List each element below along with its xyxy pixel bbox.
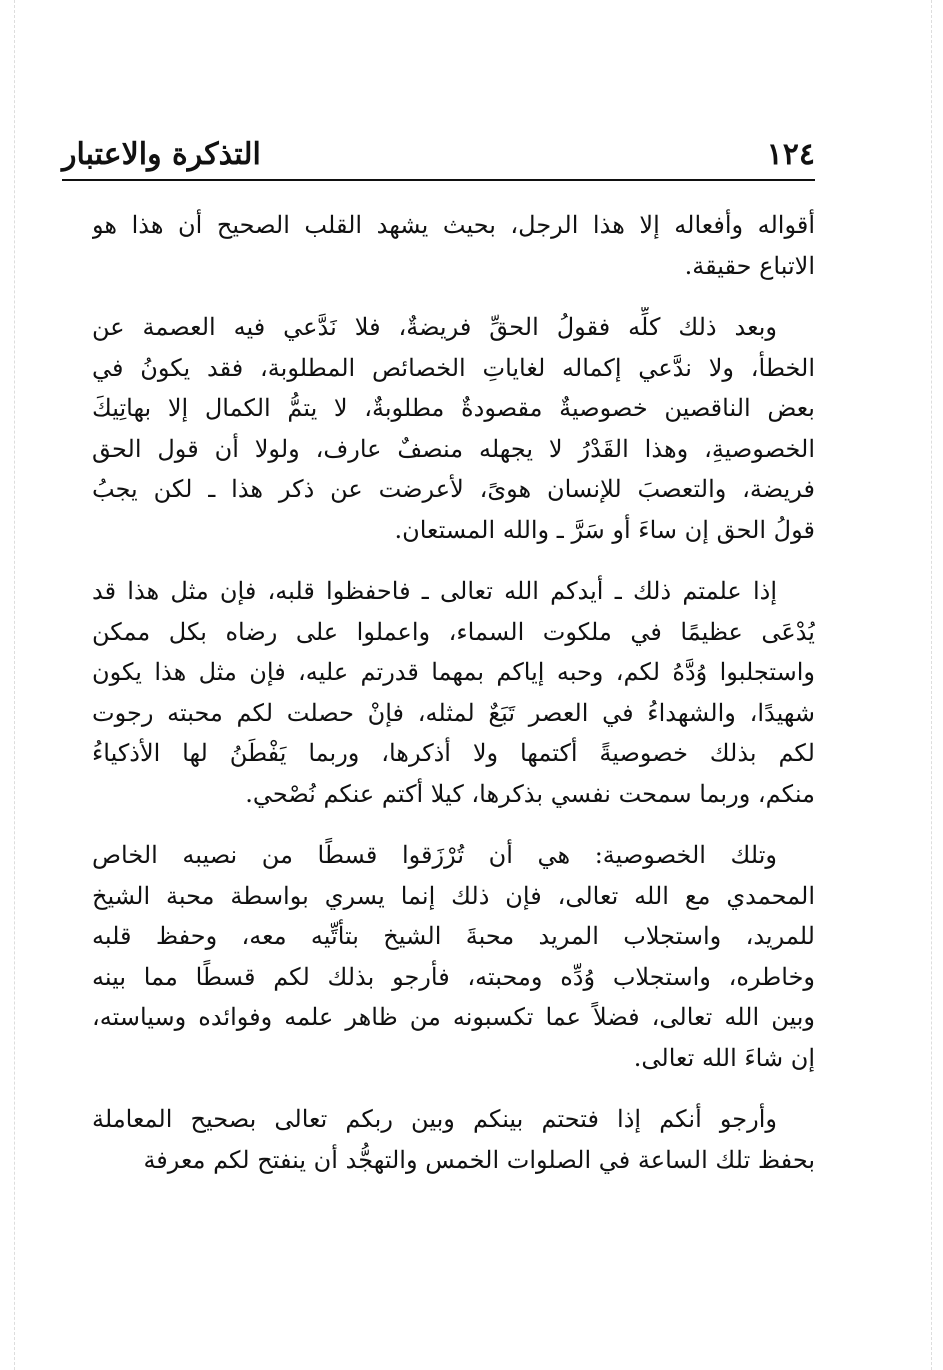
scan-edge-right [931, 0, 933, 1370]
text-line: إن شاءَ الله تعالى. [633, 1043, 815, 1072]
text-line: الاتباع حقيقة. [684, 251, 815, 280]
paragraph [92, 307, 815, 550]
text-line: أقواله وأفعاله إلا هذا الرجل، بحيث يشهد القلب الصحيح أن هذا هو [92, 211, 815, 239]
text-line: المحمدي مع الله تعالى، فإن ذلك إنما يسري بواسطة محبة الشيخ [92, 881, 815, 910]
text-line: الخطأ، ولا ندَّعي إكماله لغاياتِ الخصائص المطلوبة، فقد يكونُ في [92, 353, 815, 382]
text-line: يُدْعَى عظيمًا في ملكوت السماء، واعملوا على رضاه بكل ممكن [92, 617, 815, 646]
text-line: لكم بذلك خصوصيةً أكتمها ولا أذكرها، وربما يَفْطَنُ لها الأذكياءُ [92, 739, 815, 767]
text-line: إذا علمتم ذلك ـ أيدكم الله تعالى ـ فاحفظوا قلبه، فإن مثل هذا قد [92, 577, 777, 605]
text-line: وأرجو أنكم إذا فتحتم بينكم وبين ربكم تعالى بصحيح المعاملة [92, 1105, 777, 1133]
text-line: وخاطره، واستجلاب وُدِّه ومحبته، فأرجو بذلك لكم قسطًا مما بينه [92, 962, 815, 991]
page-number: ١٢٤ [766, 137, 815, 172]
text-line: فريضة، والتعصبَ للإنسان هوىً، لأعرضت عن ذكر هذا ـ لكن يجبُ [92, 475, 815, 503]
text-line: شهيدًا، والشهداءُ في العصر تَبَعٌ لمثله، فإنْ حصلت لكم محبته رجوت [92, 698, 815, 727]
page-header [62, 136, 815, 178]
text-line: للمريد، واستجلاب المريد محبةَ الشيخ بتأتِّيه معه، وحفظ قلبه [92, 922, 815, 950]
paragraph [92, 835, 815, 1078]
paragraph [92, 571, 815, 814]
text-line: منكم، وربما سمحت نفسي بذكرها، كيلا أكتم عنكم نُصْحي. [245, 779, 815, 808]
text-line: وبين الله تعالى، فضلاً عما تكسبونه من ظاهر علمه وفوائده وسياسته، [92, 1003, 815, 1031]
paragraph [92, 205, 815, 286]
scan-edge-left [14, 0, 16, 1370]
paragraph [92, 1099, 815, 1180]
text-line: وبعد ذلك كلِّه فقولُ الحقِّ فريضةٌ، فلا نَدَّعي فيه العصمة عن [92, 313, 777, 341]
text-line: بعض الناقصين خصوصيةٌ مقصودةٌ مطلوبةٌ، لا يتمُّ الكمال إلا بهاتِيكَ [92, 394, 815, 422]
text-line: بحفظ تلك الساعة في الصلوات الخمس والتهجُّد أن ينفتح لكم معرفة [143, 1145, 815, 1174]
text-line: قولُ الحق إن ساءَ أو سَرَّ ـ والله المستعان. [394, 515, 815, 544]
running-title: التذكرة والاعتبار [62, 137, 261, 172]
text-line: الخصوصيةِ، وهذا القَدْرُ لا يجهله منصفٌ عارف، ولولا أن قول الحق [92, 434, 815, 463]
text-line: وتلك الخصوصية: هي أن تُرْزَقوا قسطًا من نصيبه الخاص [92, 841, 777, 869]
text-line: واستجلبوا وُدَّهُ لكم، وحبه إياكم بمهما قدرتم عليه، فإن مثل هذا يكون [92, 658, 815, 686]
header-rule [62, 179, 815, 181]
body-text [92, 205, 815, 1201]
